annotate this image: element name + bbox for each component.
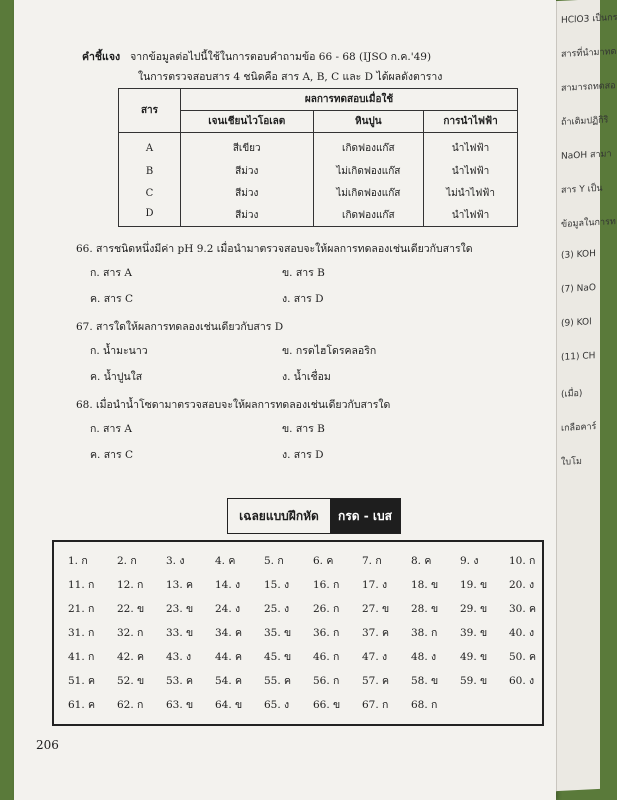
- answer-item: 68. ก: [411, 699, 438, 711]
- answer-item: 48. ง: [411, 651, 437, 663]
- q66-option-c: ค. สาร C: [90, 293, 134, 305]
- answer-item: 7. ก: [362, 555, 382, 567]
- adjacent-page-fragment: เกลือคาร์: [561, 422, 597, 434]
- adjacent-page-fragment: NaOH สามา: [561, 149, 612, 162]
- answer-item: 49. ข: [460, 651, 488, 663]
- answer-item: 42. ค: [117, 651, 145, 663]
- cell-limestone: ไม่เกิดฟองแก๊ส: [313, 183, 424, 205]
- instruction-context: ในการตรวจสอบสาร 4 ชนิดคือ สาร A, B, C และ D ได้ผลดังตาราง: [138, 71, 443, 83]
- answer-item: 65. ง: [264, 699, 290, 711]
- q68-option-a: ก. สาร A: [90, 423, 132, 435]
- adjacent-page-fragment: (7) NaO: [561, 283, 596, 295]
- cell-limestone: ไม่เกิดฟองแก๊ส: [313, 161, 424, 183]
- answer-item: 4. ค: [215, 555, 236, 567]
- cell-gentian: สีม่วง: [181, 205, 314, 227]
- cell-gentian: สีม่วง: [181, 183, 314, 205]
- adjacent-page-fragment: สาร Y เป็น: [561, 183, 603, 196]
- answer-item: 1. ก: [68, 555, 88, 567]
- subcol-conduct: การนำไฟฟ้า: [424, 111, 518, 133]
- answer-item: 12. ก: [117, 579, 144, 591]
- answer-item: 64. ข: [215, 699, 243, 711]
- instruction-label: คำชี้แจง: [82, 51, 121, 63]
- answer-item: 44. ค: [215, 651, 243, 663]
- q68-option-d: ง. สาร D: [282, 449, 324, 461]
- instruction-line: [82, 48, 431, 65]
- answer-item: 9. ง: [460, 555, 479, 567]
- answer-item: 5. ก: [264, 555, 284, 567]
- answer-grid: [68, 552, 542, 713]
- cell-substance: D: [119, 205, 181, 227]
- answer-item: 19. ข: [460, 579, 488, 591]
- answer-item: 29. ข: [460, 603, 488, 615]
- answer-item: 33. ข: [166, 627, 194, 639]
- adjacent-page-fragment: ถ้าเติมปฏิกิริ: [561, 115, 609, 128]
- col-substance-header: สาร: [119, 89, 181, 133]
- answer-item: 41. ก: [68, 651, 95, 663]
- answer-item: 51. ค: [68, 675, 96, 687]
- answer-item: 22. ข: [117, 603, 145, 615]
- adjacent-page-fragment: ข้อมูลในการท: [561, 217, 616, 230]
- answer-key-header: [227, 498, 401, 534]
- answer-item: 43. ง: [166, 651, 192, 663]
- answer-item: 24. ง: [215, 603, 241, 615]
- answer-item: 46. ก: [313, 651, 340, 663]
- answer-item: 16. ก: [313, 579, 340, 591]
- book-page: [14, 0, 556, 800]
- instruction-text: จากข้อมูลต่อไปนี้ใช้ในการตอบคำถามข้อ 66 - 68 (IJSO ก.ค.'49): [130, 51, 432, 63]
- answer-item: 45. ข: [264, 651, 292, 663]
- question-67: 67. สารใดให้ผลการทดลองเช่นเดียวกับสาร D: [76, 321, 284, 333]
- answer-item: 8. ค: [411, 555, 432, 567]
- answer-item: 56. ก: [313, 675, 340, 687]
- cell-conduct: ไม่นำไฟฟ้า: [424, 183, 518, 205]
- q66-option-b: ข. สาร B: [282, 267, 325, 279]
- cell-gentian: สีม่วง: [181, 161, 314, 183]
- answer-item: 59. ข: [460, 675, 488, 687]
- answer-item: 32. ก: [117, 627, 144, 639]
- answer-item: 27. ข: [362, 603, 390, 615]
- table-row: [119, 205, 518, 227]
- answer-item: 6. ค: [313, 555, 334, 567]
- col-group-header: ผลการทดสอบเมื่อใช้: [181, 89, 518, 111]
- question-68: 68. เมื่อนำน้ำโซดามาตรวจสอบจะให้ผลการทดลองเช่นเดียวกับสารใด: [76, 399, 391, 411]
- answer-item: 67. ก: [362, 699, 389, 711]
- q68-option-c: ค. สาร C: [90, 449, 134, 461]
- results-table: [118, 88, 518, 227]
- answer-item: 11. ก: [68, 579, 95, 591]
- q66-option-a: ก. สาร A: [90, 267, 132, 279]
- answer-item: 50. ค: [509, 651, 537, 663]
- q67-option-c: ค. น้ำปูนใส: [90, 371, 143, 383]
- answer-item: 36. ก: [313, 627, 340, 639]
- adjacent-page-fragment: (9) KOl: [561, 317, 592, 329]
- answer-item: 25. ง: [264, 603, 290, 615]
- q67-option-a: ก. น้ำมะนาว: [90, 345, 148, 357]
- answer-key-topic: กรด - เบส: [330, 499, 400, 533]
- answer-item: 47. ง: [362, 651, 388, 663]
- cell-substance: A: [119, 133, 181, 161]
- q66-option-d: ง. สาร D: [282, 293, 324, 305]
- answer-item: 15. ง: [264, 579, 290, 591]
- cell-gentian: สีเขียว: [181, 133, 314, 161]
- answer-item: 62. ก: [117, 699, 144, 711]
- table-row: [119, 133, 518, 161]
- answer-key-title: เฉลยแบบฝึกหัด: [228, 499, 330, 533]
- answer-item: 20. ง: [509, 579, 535, 591]
- answer-item: 10. ก: [509, 555, 536, 567]
- subcol-limestone: หินปูน: [313, 111, 424, 133]
- answer-item: 55. ค: [264, 675, 292, 687]
- answer-item: 21. ก: [68, 603, 95, 615]
- answer-item: 39. ข: [460, 627, 488, 639]
- adjacent-page-fragment: (3) KOH: [561, 249, 596, 261]
- question-66: 66. สารชนิดหนึ่งมีค่า pH 9.2 เมื่อนำมาตรวจสอบจะให้ผลการทดลองเช่นเดียวกับสารใด: [76, 243, 473, 255]
- answer-item: 30. ค: [509, 603, 537, 615]
- answer-item: 52. ข: [117, 675, 145, 687]
- cell-conduct: นำไฟฟ้า: [424, 161, 518, 183]
- answer-item: 61. ค: [68, 699, 96, 711]
- answer-item: 60. ง: [509, 675, 535, 687]
- answer-item: 54. ค: [215, 675, 243, 687]
- cell-limestone: เกิดฟองแก๊ส: [313, 133, 424, 161]
- answer-item: 63. ข: [166, 699, 194, 711]
- subcol-gentian: เจนเชียนไวโอเลต: [181, 111, 314, 133]
- q68-option-b: ข. สาร B: [282, 423, 325, 435]
- answer-item: 37. ค: [362, 627, 390, 639]
- answer-item: 66. ข: [313, 699, 341, 711]
- page-number: 206: [36, 738, 59, 752]
- table-row: [119, 183, 518, 205]
- cell-conduct: นำไฟฟ้า: [424, 205, 518, 227]
- answer-item: 53. ค: [166, 675, 194, 687]
- table-row: [119, 161, 518, 183]
- adjacent-page-fragment: สามารถทดสอ: [561, 81, 616, 94]
- q67-option-d: ง. น้ำเชื่อม: [282, 371, 331, 383]
- adjacent-page-fragment: สารที่นำมาทด: [561, 46, 617, 60]
- answer-item: 14. ง: [215, 579, 241, 591]
- cell-substance: B: [119, 161, 181, 183]
- answer-item: 18. ข: [411, 579, 439, 591]
- adjacent-page-fragment: (เมื่อ): [561, 388, 583, 400]
- cell-limestone: เกิดฟองแก๊ส: [313, 205, 424, 227]
- adjacent-page-fragment: HClO3 เป็นกร: [561, 12, 617, 26]
- answer-item: 40. ง: [509, 627, 535, 639]
- answer-item: 28. ข: [411, 603, 439, 615]
- q67-option-b: ข. กรดไฮโดรคลอริก: [282, 345, 377, 357]
- answer-item: 17. ง: [362, 579, 388, 591]
- adjacent-page-edge: [556, 0, 617, 791]
- answer-item: 3. ง: [166, 555, 185, 567]
- answer-item: 35. ข: [264, 627, 292, 639]
- answer-item: 34. ค: [215, 627, 243, 639]
- cell-conduct: นำไฟฟ้า: [424, 133, 518, 161]
- answer-item: 58. ข: [411, 675, 439, 687]
- answer-key-box: [52, 540, 544, 726]
- answer-item: 38. ก: [411, 627, 438, 639]
- answer-item: 23. ข: [166, 603, 194, 615]
- adjacent-page-fragment: ใบโม: [561, 456, 582, 468]
- answer-item: 31. ก: [68, 627, 95, 639]
- adjacent-page-fragment: (11) CH: [561, 351, 596, 363]
- answer-item: 57. ค: [362, 675, 390, 687]
- cell-substance: C: [119, 183, 181, 205]
- answer-item: 26. ก: [313, 603, 340, 615]
- answer-item: 13. ค: [166, 579, 194, 591]
- answer-item: 2. ก: [117, 555, 137, 567]
